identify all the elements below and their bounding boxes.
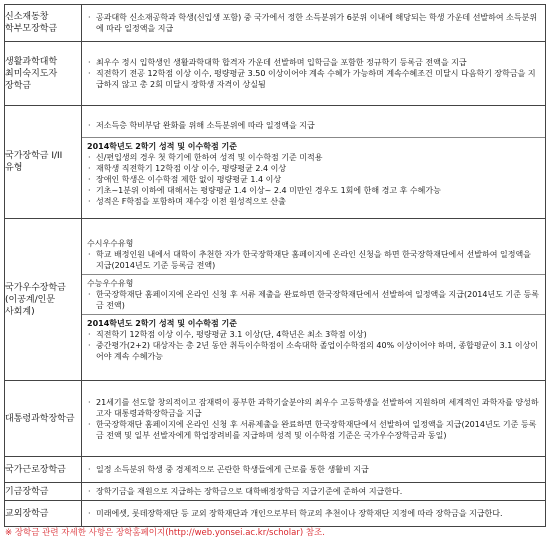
criteria-title: 2014학년도 2학기 성적 및 이수학점 기준 — [87, 142, 237, 151]
row-content — [82, 483, 546, 501]
list-item: · 저소득층 학비부담 완화를 위해 소득분위에 따라 일정액을 지급 — [88, 121, 315, 130]
table-row — [5, 5, 546, 42]
table-row — [5, 106, 546, 219]
table-row — [5, 42, 546, 106]
list-item: · 학교 배정인원 내에서 대학이 추천한 자가 한국장학재단 홈페이지에 온라인 신청을 하면 한국장학재단에서 선발하여 일정액을 지급(2014년도 기준 등록금 전액) — [88, 249, 531, 270]
row-content — [82, 457, 546, 483]
list-item: · 21세기를 선도할 창의적이고 잠재력이 풍부한 과학기술분야의 최우수 고등학생을 선발하여 지원하며 세계적인 과학자를 양성하고자 대통령과학장학금을 지급 — [88, 397, 539, 418]
table-row — [5, 381, 546, 457]
list-item: · 한국장학재단 홈페이지에 온라인 신청 후 서류제출을 완료하면 한국장학재단에서 선발하여 일정액을 지급(2014년도 기준 등록금 전액 및 일부 선발자에게 학업장려비를 지급하며 성적 및 이수학점 기준은 국가우수장학금과 동일) — [88, 419, 537, 440]
list-item: · 일정 소득분위 학생 중 경제적으로 곤란한 학생들에게 근로를 통한 생활비 지급 — [88, 465, 369, 474]
list-item: · 기초~1분위 이하에 대해서는 평량평균 1.4 이상~ 2.4 미만인 경우도 1회에 한해 경고 후 수혜가능 — [88, 186, 441, 195]
row-label: 대통령과학장학금 — [5, 381, 82, 457]
row-content — [82, 501, 546, 527]
block-title: 수능우수유형 — [87, 278, 134, 288]
row-label: 국가장학금 I/II 유형 — [5, 106, 82, 219]
list-item: · 성적은 F학점을 포함하며 재수강 이전 원성적으로 산출 — [88, 197, 286, 206]
criteria-block — [82, 137, 545, 210]
block-title: 2014학년도 2학기 성적 및 이수학점 기준 — [87, 318, 237, 328]
list-item: · 미래에셋, 롯데장학재단 등 교외 장학재단과 개인으로부터 학교의 추천이나 장학재단 지정에 따라 장학금을 지급한다. — [88, 509, 503, 518]
list-item: · 중간평가(2+2) 대상자는 총 2년 동안 취득이수학점이 소속대학 졸업이수학점의 40% 이상이어야 하며, 종합평균이 3.1 이상이어야 계속 수혜가능 — [88, 340, 539, 361]
table-row — [5, 483, 546, 501]
sub-block — [82, 314, 545, 365]
list-item: · 신/편입생의 경우 첫 학기에 한하여 성적 및 이수학점 기준 미적용 — [88, 153, 323, 162]
row-content — [82, 219, 546, 381]
list-item: · 한국장학재단 홈페이지에 온라인 신청 후 서류 제출을 완료하면 한국장학재단에서 선발하여 일정액을 지급(2014년도 기준 등록금 전액) — [88, 289, 539, 310]
list-item: · 장학기금을 재원으로 지급하는 장학금으로 대학배정장학금 지급기준에 준하여 지급한다. — [88, 487, 403, 496]
list-item: · 재학생 직전학기 12학점 이상 이수, 평량평균 2.4 이상 — [88, 164, 287, 173]
sub-block — [82, 235, 545, 274]
row-label: 국가근로장학금 — [5, 457, 82, 483]
list-item: · 공과대학 신소재공학과 학생(신입생 포함) 중 국가에서 정한 소득분위가 6분위 이내에 해당되는 학생 가운데 선발하여 소득분위에 따라 일정액을 지급 — [88, 13, 538, 33]
row-content — [82, 381, 546, 457]
list-item: · 직전학기 전공 12학점 이상 이수, 평량평균 3.50 이상이어야 계속 수혜가 가능하며 계속수혜조건 미달시 다음학기 장학금을 지급하지 않고 총 2회 미달시 장학생 자격이 상실됨 — [88, 69, 536, 89]
row-label: 기금장학금 — [5, 483, 82, 501]
block-title: 수시우수유형 — [87, 238, 134, 248]
table-row — [5, 501, 546, 527]
table-row — [5, 219, 546, 381]
table-row — [5, 457, 546, 483]
row-label: 신소재동창 학부모장학금 — [5, 5, 82, 42]
row-content — [82, 106, 546, 219]
list-item: · 직전학기 12학점 이상 이수, 평량평균 3.1 이상(단, 4학년은 최소 3학점 이상) — [88, 329, 367, 339]
row-label: 생활과학대학 최미숙지도자 장학금 — [5, 42, 82, 106]
scholarship-table — [4, 4, 546, 527]
row-label: 교외장학금 — [5, 501, 82, 527]
list-item: · 최우수 정시 입학생인 생활과학대학 합격자 가운데 선발하며 입학금을 포함한 정규학기 등록금 전액을 지급 — [88, 58, 467, 67]
list-item: · 장애인 학생은 이수학점 제한 없이 평량평균 1.4 이상 — [88, 175, 282, 184]
sub-block — [82, 274, 545, 314]
row-content — [82, 42, 546, 106]
footnote: ※ 장학금 관련 자세한 사항은 장학홈페이지(http://web.yonsei.ac.kr/scholar) 참조. — [5, 528, 325, 538]
row-content — [82, 5, 546, 42]
row-label: 국가우수장학금 (이공계/인문 사회계) — [5, 219, 82, 381]
